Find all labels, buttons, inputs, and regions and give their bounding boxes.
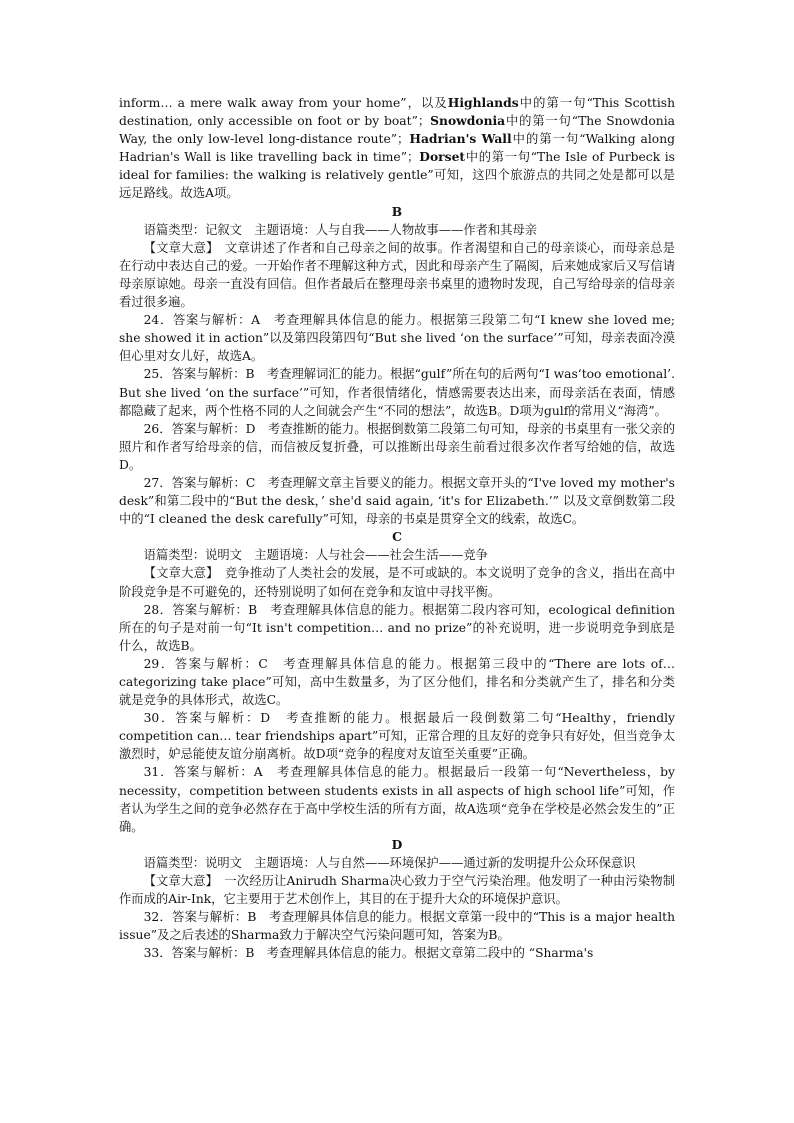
- answer-33: 33．答案与解析：B 考查理解具体信息的能力。根据文章第二段中的 “Sharma's: [143, 946, 594, 961]
- section-b-summary: 【文章大意】 文章讲述了作者和自己母亲之间的故事。作者渴望和自己的母亲谈心，而母亲总是在行动中表达自己的爱。一开始作者不理解这种方式，因此和母亲产生了隔阂，后来她成家后又写信请母亲原谅她。母亲一直没有回信。但作者最后在整理母亲书桌里的遗物时发现，自己写给母亲的信母亲看过很多遍。: [119, 240, 675, 310]
- answer-27: 27．答案与解析：C 考查理解文章主旨要义的能力。根据文章开头的“I've loved my mother's desk”和第二段中的“But the desk，’ she'd said again, ‘it's for Elizabeth.’” 以及文章倒数第二段中的“I cleaned the desk carefully”可知，母亲的书桌是贯穿全文的线索，故选C。: [119, 475, 675, 527]
- answer-24: 24．答案与解析：A 考查理解具体信息的能力。根据第三段第二句“I knew she loved me; she showed it in action”以及第四段第四句“But she lived ‘on the surface’”可知，母亲表面冷漠但心里对女儿好，故选A。: [119, 313, 675, 364]
- passage-a-text-2: 中的第一句“This Scottish destination, only accessible on foot or by boat”；: [119, 96, 675, 129]
- answer-31: 31．答案与解析：A 考查理解具体信息的能力。根据最后一段第一句“Nevertheless，by necessity，competition between students exists in all aspects of high school life”可知，作者认为学生之间的竞争必然存在于高中学校生活的所有方面，故A选项“竞争在学校是必然会发生的”正确。: [119, 765, 675, 834]
- passage-a-text-3: 中的第一句“The Snowdonia Way, the only low-level long-distance route”；: [119, 114, 675, 147]
- place-snowdonia: Snowdonia: [430, 113, 506, 129]
- section-c-summary: 【文章大意】 竞争推动了人类社会的发展，是不可或缺的。本文说明了竞争的含义，指出在高中阶段竞争是不可避免的，还特别说明了如何在竞争和友谊中寻找平衡。: [119, 566, 675, 599]
- place-highlands: Highlands: [447, 95, 519, 110]
- answer-29: 29．答案与解析：C 考查理解具体信息的能力。根据第三段中的“There are lots of… categorizing take place”可知，高中生数量多，为了区分他们，排名和分类就产生了，排名和分类就是竞争的具体形式，故选C。: [119, 656, 675, 708]
- section-d-heading: D: [391, 836, 403, 852]
- answer-key-page: [119, 94, 675, 963]
- passage-a-tail: [119, 94, 675, 203]
- section-c-genre: 语篇类型：说明文 主题语境：人与社会——社会生活——竞争: [143, 548, 488, 563]
- passage-a-text-1: inform… a mere walk away from your home”，以及: [119, 96, 448, 110]
- section-c-heading: C: [392, 529, 402, 545]
- place-hadrians-wall: Hadrian's Wall: [409, 131, 512, 147]
- passage-a-text-5: 中的第一句“The Isle of Purbeck is ideal for families: the walking is relatively gentle”可知，这四个旅游点的共同之处是都可以是远足路线。故选A项。: [119, 150, 675, 201]
- passage-a-text-4: 中的第一句“Walking along Hadrian's Wall is like travelling back in time”；: [119, 132, 676, 165]
- answer-26: 26．答案与解析：D 考查推断的能力。根据倒数第二段第二句可知，母亲的书桌里有一张父亲的照片和作者写给母亲的信，而信被反复折叠，可以推断出母亲生前看过很多次作者写给她的信，故选D。: [119, 421, 675, 472]
- section-d-summary: 【文章大意】 一次经历让Anirudh Sharma决心致力于空气污染治理。他发明了一种由污染物制作而成的Air-Ink，它主要用于艺术创作上，其目的在于提升大众的环境保护意识。: [119, 874, 675, 907]
- section-d-genre: 语篇类型：说明文 主题语境：人与自然——环境保护——通过新的发明提升公众环保意识: [143, 855, 636, 870]
- answer-28: 28．答案与解析：B 考查理解具体信息的能力。根据第二段内容可知，ecological definition所在的句子是对前一句“It isn't competition… and no prize”的补充说明，进一步说明竞争到底是什么，故选B。: [119, 602, 675, 653]
- place-dorset: Dorset: [419, 149, 466, 165]
- section-b-genre: 语篇类型：记叙文 主题语境：人与自我——人物故事——作者和其母亲: [143, 222, 538, 237]
- section-b-heading: B: [391, 203, 403, 219]
- answer-25: 25．答案与解析：B 考查理解词汇的能力。根据“gulf”所在句的后两句“I was‘too emotional’. But she lived ‘on the surface’”可知，作者很情绪化，情感需要表达出来，而母亲活在表面，情感都隐藏了起来，两个性格不同的人之间就会产生“不同的想法”，故选B。D项为gulf的常用义“海湾”。: [119, 367, 675, 418]
- answer-30: 30．答案与解析：D 考查推断的能力。根据最后一段倒数第二句“Healthy，friendly competition can… tear friendships apart”可知，正常合理的且友好的竞争只有好处，但当竞争太激烈时，妒忌能使友谊分崩离析。故D项“竞争的程度对友谊至关重要”正确。: [119, 711, 675, 762]
- answer-32: 32．答案与解析：B 考查理解具体信息的能力。根据文章第一段中的“This is a major health issue”及之后表述的Sharma致力于解决空气污染问题可知，答案为B。: [119, 910, 675, 943]
